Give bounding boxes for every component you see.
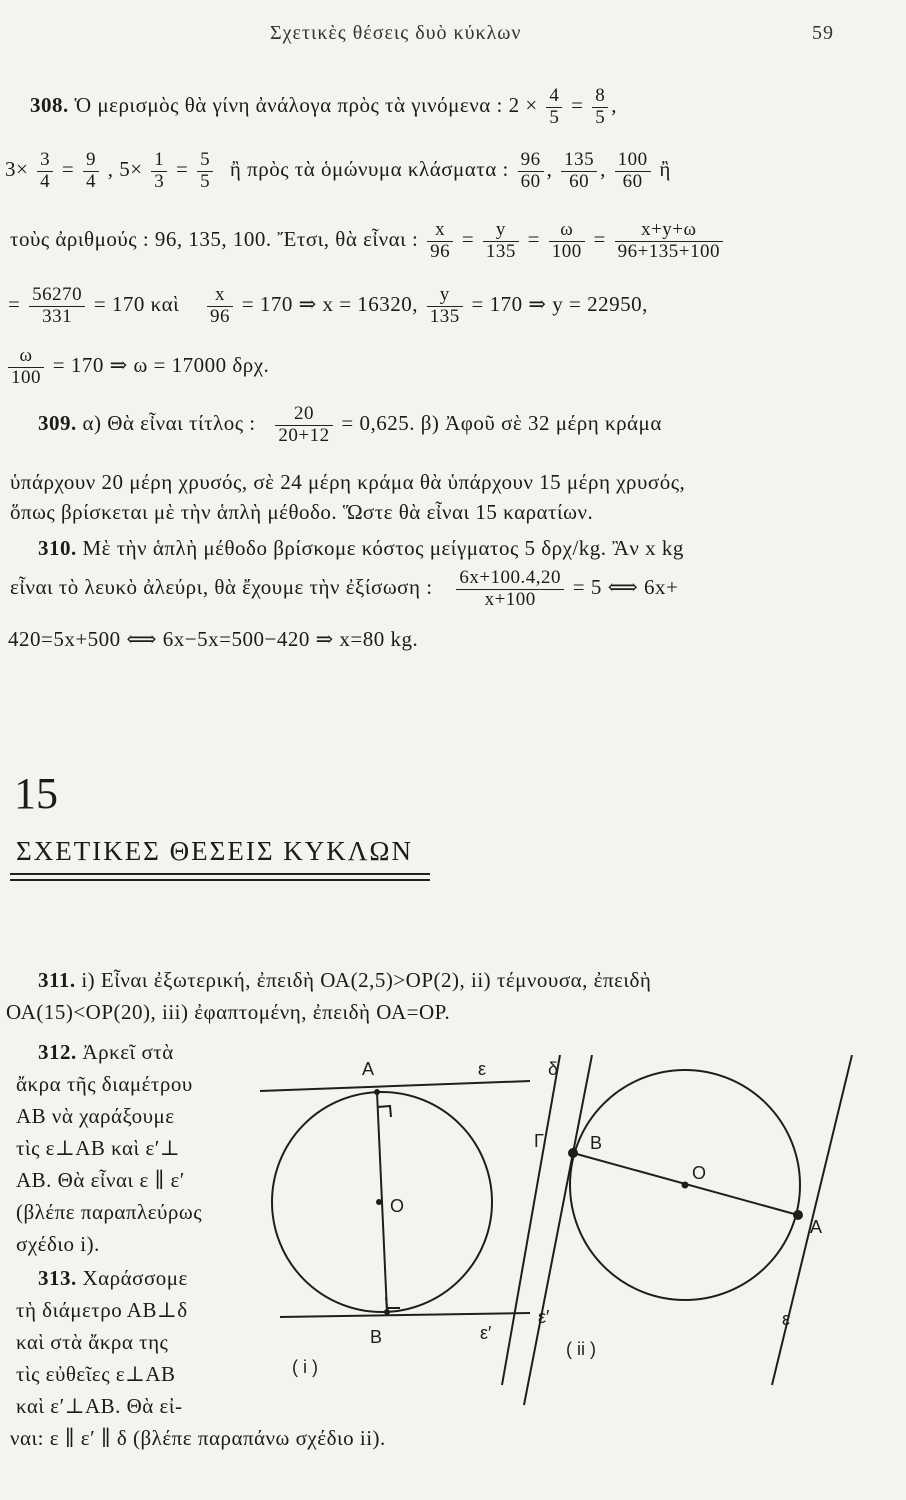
problem-309-line-2: ὑπάρχουν 20 μέρη χρυσός, σὲ 24 μέρη κράμα θὰ ὑπάρχουν 15 μέρη χρυσός,	[10, 470, 686, 494]
problem-313-line: τὶς εὐθεῖες ε⊥ΑΒ	[16, 1362, 176, 1386]
math: = 170 ⇒ ω = 17000 δρχ.	[52, 353, 270, 378]
problem-311-line-1	[38, 968, 651, 993]
label-epsprime-fig1: ε′	[480, 1323, 492, 1343]
fraction: $\frac{56270}{331}$	[29, 285, 85, 328]
label-epsprime-fig2: ε′	[538, 1307, 550, 1327]
problem-309-line-3: ὅπως βρίσκεται μὲ τὴν ἁπλὴ μέθοδο. Ὥστε θὰ εἶναι 15 καρατίων.	[10, 500, 594, 524]
fraction: $\frac{96}{60}$	[518, 150, 544, 193]
equals: =	[61, 157, 75, 182]
problem-312-line: σχέδιο i).	[16, 1232, 100, 1256]
label-O-fig1: O	[390, 1196, 405, 1216]
text: Ἀρκεῖ στὰ	[82, 1040, 174, 1064]
caption-fig1: ( i )	[292, 1357, 318, 1377]
math: = 5 ⟺ 6x+	[572, 575, 679, 600]
problem-312-line: τὶς ε⊥ΑΒ καὶ ε′⊥	[16, 1136, 181, 1160]
label-gamma-fig2: Γ	[534, 1131, 544, 1151]
problem-308-line-1	[30, 86, 617, 129]
page-number: 59	[812, 22, 834, 44]
fraction: $\frac{20}{20+12}$	[275, 404, 332, 447]
figure-i-tangent-eps	[260, 1081, 530, 1091]
math: , 5×	[107, 157, 143, 182]
problem-313-line: καὶ ε′⊥ΑΒ. Θὰ εἰ-	[16, 1394, 183, 1418]
problem-312-line-1	[38, 1040, 174, 1065]
label-A-fig1: A	[362, 1059, 375, 1079]
problem-309-line-1	[38, 404, 662, 447]
text: Μὲ τὴν ἁπλὴ μέθοδο βρίσκομε κόστος μείγματος 5 δρχ/kg. Ἂν x kg	[82, 536, 684, 560]
problem-313-line: τὴ διάμετρο ΑΒ⊥δ	[16, 1298, 188, 1322]
math: = 170 ⇒ x = 16320,	[241, 292, 419, 317]
problem-number: 310.	[38, 536, 77, 560]
problem-310-line-1	[38, 536, 684, 561]
comma: ,	[611, 93, 618, 118]
label-eps-fig1: ε	[478, 1059, 487, 1079]
equals: =	[8, 292, 21, 317]
label-eps-fig2: ε	[782, 1309, 791, 1329]
fraction: $\frac{8}{5}$	[592, 86, 608, 129]
figure-ii-line-delta	[502, 1055, 560, 1385]
problem-308-line-2: 3× $\frac{3}{4}$ = $\frac{9}{4}$ , 5× $\frac{1}{3}$ = $\frac{5}{5}$ ἢ πρὸς τὰ ὁμώνυμα κλάσματα : $\frac{96}{60}$ , $\frac{135}{60}$ , $\frac{100}{60}$ ἢ	[5, 149, 671, 192]
text: Χαράσσομε	[82, 1266, 188, 1290]
label-O-fig2: O	[692, 1163, 707, 1183]
math: = 170 καὶ	[93, 292, 180, 317]
figure-i-right-angle-top	[377, 1106, 391, 1117]
fraction: $\frac{y}{135}$	[427, 285, 463, 328]
math: 3×	[5, 157, 29, 182]
text: τοὺς ἀριθμούς : 96, 135, 100. Ἔτσι, θὰ εἶναι :	[10, 227, 419, 252]
problem-313-line-1	[38, 1266, 188, 1291]
problem-312-line: (βλέπε παραπλεύρως	[16, 1200, 203, 1224]
fraction: $\frac{y}{135}$	[483, 220, 519, 263]
chapter-number: 15	[14, 769, 58, 818]
problem-number: 309.	[38, 411, 77, 436]
text: ἢ	[659, 157, 671, 182]
problem-312-line: ἄκρα τῆς διαμέτρου	[16, 1072, 193, 1096]
equals: =	[461, 227, 475, 252]
fraction: $\frac{x}{96}$	[427, 220, 453, 263]
running-header: Σχετικὲς θέσεις δυὸ κύκλων	[270, 22, 522, 44]
geometry-figures	[240, 1055, 860, 1475]
math: 2 ×	[508, 93, 538, 118]
fraction: $\frac{6x+100.4,20}{x+100}$	[456, 568, 564, 611]
label-A-fig2: A	[810, 1217, 823, 1237]
problem-number: 312.	[38, 1040, 77, 1064]
math: = 170 ⇒ y = 22950,	[471, 292, 648, 317]
fraction: $\frac{3}{4}$	[37, 150, 53, 193]
text: i) Εἶναι ἐξωτερική, ἐπειδὴ ΟΑ(2,5)>ΟΡ(2), ii) τέμνουσα, ἐπειδὴ	[81, 968, 652, 992]
caption-fig2: ( ii )	[566, 1339, 596, 1359]
chapter-underline	[10, 879, 430, 881]
equals: =	[571, 93, 584, 118]
fraction: $\frac{\omega}{100}$	[549, 220, 585, 263]
problem-311-line-2: ΟΑ(15)<ΟΡ(20), iii) ἐφαπτομένη, ἐπειδὴ ΟΑ=ΟΡ.	[6, 1000, 451, 1024]
text: α) Θὰ εἶναι τίτλος :	[82, 411, 256, 436]
label-B-fig2: B	[590, 1133, 603, 1153]
problem-number: 308.	[30, 93, 69, 118]
problem-number: 311.	[38, 968, 76, 992]
chapter-title: ΣΧΕΤΙΚΕΣ ΘΕΣΕΙΣ ΚΥΚΛΩΝ	[16, 836, 413, 866]
figure-i-right-angle-bottom	[386, 1297, 400, 1308]
equals: =	[527, 227, 540, 252]
text: ἢ πρὸς τὰ ὁμώνυμα κλάσματα :	[229, 157, 509, 182]
fraction: $\frac{135}{60}$	[561, 150, 597, 193]
fraction: $\frac{100}{60}$	[615, 150, 651, 193]
fraction: $\frac{1}{3}$	[151, 150, 167, 193]
fraction: $\frac{\omega}{100}$	[8, 346, 44, 389]
problem-308-line-4	[8, 285, 648, 328]
problem-308-line-5	[5, 346, 269, 389]
problem-310-line-2	[10, 568, 678, 611]
fraction: $\frac{9}{4}$	[83, 150, 99, 193]
equals: =	[593, 227, 606, 252]
problem-310-line-3: 420=5x+500 ⟺ 6x−5x=500−420 ⇒ x=80 kg.	[8, 627, 419, 651]
fraction: $\frac{5}{5}$	[197, 150, 213, 193]
label-delta-fig2: δ	[548, 1059, 559, 1079]
fraction: $\frac{4}{5}$	[546, 86, 562, 129]
problem-number: 313.	[38, 1266, 77, 1290]
fraction: $\frac{x+y+\omega}{96+135+100}$	[615, 220, 723, 263]
problem-312-line: ΑΒ. Θὰ εἶναι ε ∥ ε′	[16, 1168, 185, 1192]
chapter-underline	[10, 873, 430, 875]
label-B-fig1: B	[370, 1327, 383, 1347]
text: Ὁ μερισμὸς θὰ γίνη ἀνάλογα πρὸς τὰ γινόμενα :	[74, 93, 503, 118]
problem-308-line-3	[10, 220, 726, 263]
equals: =	[176, 157, 189, 182]
problem-313-line: καὶ στὰ ἄκρα της	[16, 1330, 169, 1354]
problem-313-line-last: ναι: ε ∥ ε′ ∥ δ (βλέπε παραπάνω σχέδιο ii).	[10, 1426, 386, 1450]
fraction: $\frac{x}{96}$	[207, 285, 233, 328]
text: = 0,625. β) Ἀφοῦ σὲ 32 μέρη κράμα	[341, 411, 662, 436]
text: εἶναι τὸ λευκὸ ἀλεύρι, θὰ ἔχουμε τὴν ἐξίσωση :	[10, 575, 433, 600]
figure-i-tangent-epsprime	[280, 1313, 530, 1317]
problem-312-line: ΑΒ νὰ χαράξουμε	[16, 1104, 175, 1128]
